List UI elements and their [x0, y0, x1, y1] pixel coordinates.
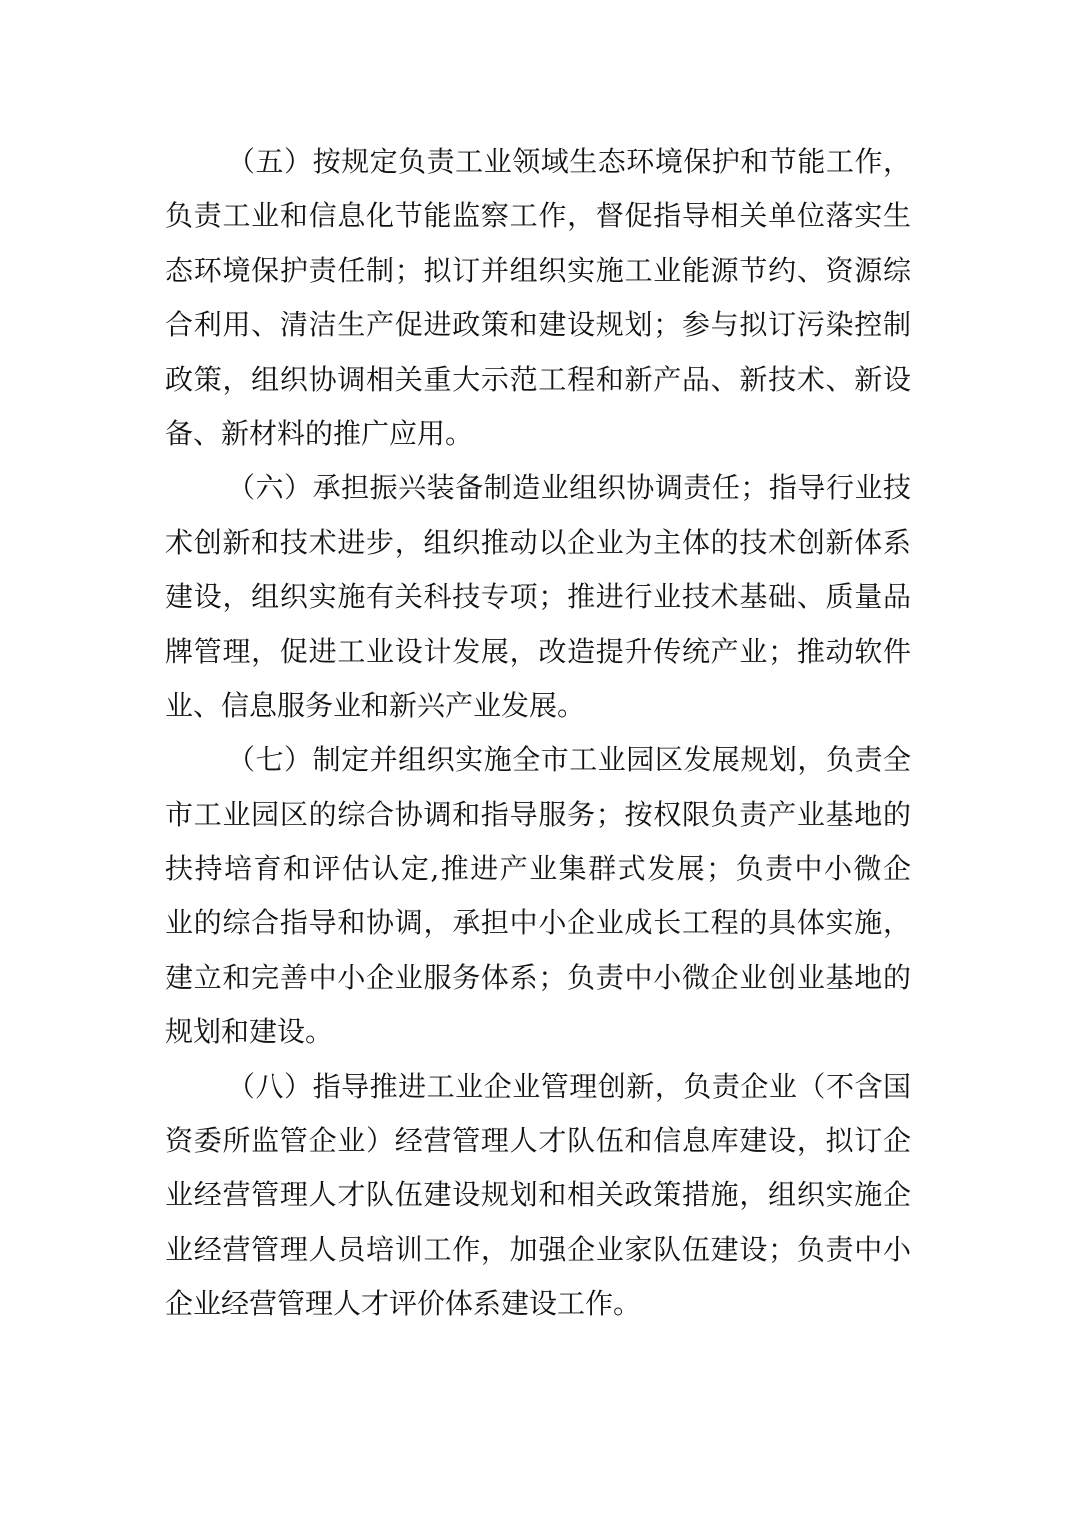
text-line: 备、新材料的推广应用。 [165, 416, 474, 450]
text-line: 业经营管理人才队伍建设规划和相关政策措施，组织实施企 [165, 1178, 911, 1212]
text-line: （五）按规定负责工业领域生态环境保护和节能工作， [227, 145, 911, 178]
text-line: 业经营管理人员培训工作，加强企业家队伍建设；负责中小 [165, 1232, 911, 1266]
text-line: 业的综合指导和协调，承担中小企业成长工程的具体实施， [165, 906, 911, 940]
text-line: 企业经营管理人才评价体系建设工作。 [165, 1287, 642, 1321]
text-line: 政策，组织协调相关重大示范工程和新产品、新技术、新设 [165, 362, 911, 396]
paragraph [165, 1060, 911, 1332]
document-body [165, 135, 911, 1332]
paragraph [165, 135, 911, 461]
text-line: 规划和建设。 [165, 1015, 334, 1049]
text-line: 合利用、清洁生产促进政策和建设规划；参与拟订污染控制 [165, 308, 911, 342]
text-line: 资委所监管企业）经营管理人才队伍和信息库建设，拟订企 [165, 1124, 911, 1158]
paragraph [165, 733, 911, 1059]
text-line: 术创新和技术进步，组织推动以企业为主体的技术创新体系 [165, 525, 911, 559]
text-line: 牌管理，促进工业设计发展，改造提升传统产业；推动软件 [165, 634, 911, 668]
text-line: （八）指导推进工业企业管理创新，负责企业（不含国 [227, 1069, 911, 1103]
text-line: 建设，组织实施有关科技专项；推进行业技术基础、质量品 [165, 580, 911, 614]
text-line: 业、信息服务业和新兴产业发展。 [165, 688, 586, 722]
text-line: （六）承担振兴装备制造业组织协调责任；指导行业技 [227, 471, 911, 505]
text-line: 态环境保护责任制；拟订并组织实施工业能源节约、资源综 [165, 253, 911, 287]
paragraph [165, 461, 911, 733]
text-line: （七）制定并组织实施全市工业园区发展规划，负责全 [227, 743, 911, 777]
text-line: 负责工业和信息化节能监察工作，督促指导相关单位落实生 [165, 199, 911, 233]
text-line: 扶持培育和评估认定,推进产业集群式发展；负责中小微企 [165, 852, 911, 886]
text-line: 市工业园区的综合协调和指导服务；按权限负责产业基地的 [165, 797, 911, 831]
text-line: 建立和完善中小企业服务体系；负责中小微企业创业基地的 [165, 960, 911, 994]
